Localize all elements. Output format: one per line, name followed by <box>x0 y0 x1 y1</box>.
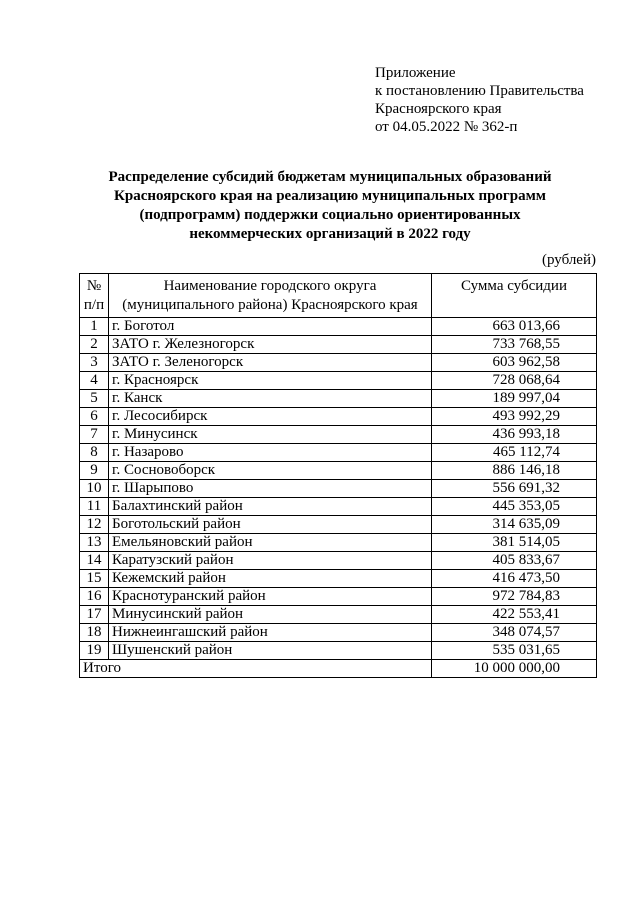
row-name: Балахтинский район <box>109 498 432 516</box>
row-sum: 886 146,18 <box>432 462 597 480</box>
row-number: 17 <box>80 606 109 624</box>
table-row <box>80 588 597 606</box>
row-name: г. Шарыпово <box>109 480 432 498</box>
row-number: 3 <box>80 354 109 372</box>
title-line-2: Красноярского края на реализацию муниципальных программ <box>113 188 547 204</box>
row-sum: 436 993,18 <box>432 426 597 444</box>
table-row <box>80 390 597 408</box>
unit-label: (рублей) <box>541 252 596 268</box>
row-sum: 381 514,05 <box>432 534 597 552</box>
row-sum: 189 997,04 <box>432 390 597 408</box>
header-name <box>109 274 432 318</box>
row-name: г. Сосновоборск <box>109 462 432 480</box>
row-sum: 405 833,67 <box>432 552 597 570</box>
header-number-line-2: п/п <box>83 297 105 313</box>
annex-line-2: к постановлению Правительства <box>375 83 584 99</box>
row-name: Краснотуранский район <box>109 588 432 606</box>
row-number: 11 <box>80 498 109 516</box>
row-number: 14 <box>80 552 109 570</box>
row-number: 1 <box>80 318 109 336</box>
row-name: г. Минусинск <box>109 426 432 444</box>
row-sum: 733 768,55 <box>432 336 597 354</box>
title-line-4: некоммерческих организаций в 2022 году <box>189 226 471 242</box>
table-row <box>80 498 597 516</box>
row-name: Каратузский район <box>109 552 432 570</box>
row-name: Боготольский район <box>109 516 432 534</box>
row-number: 16 <box>80 588 109 606</box>
table-header-row <box>80 274 597 318</box>
row-number: 10 <box>80 480 109 498</box>
table-row <box>80 606 597 624</box>
total-row <box>80 660 597 678</box>
row-sum: 422 553,41 <box>432 606 597 624</box>
table-row <box>80 462 597 480</box>
row-number: 4 <box>80 372 109 390</box>
title-line-1: Распределение субсидий бюджетам муниципальных образований <box>108 169 552 185</box>
document-title <box>100 168 560 244</box>
row-sum: 535 031,65 <box>432 642 597 660</box>
header-number <box>80 274 109 318</box>
row-sum: 416 473,50 <box>432 570 597 588</box>
table-row <box>80 444 597 462</box>
row-name: г. Лесосибирск <box>109 408 432 426</box>
row-sum: 556 691,32 <box>432 480 597 498</box>
row-number: 8 <box>80 444 109 462</box>
table-row <box>80 336 597 354</box>
row-sum: 348 074,57 <box>432 624 597 642</box>
table-row <box>80 480 597 498</box>
annex-line-1: Приложение <box>375 65 456 81</box>
row-sum: 728 068,64 <box>432 372 597 390</box>
row-number: 13 <box>80 534 109 552</box>
row-sum: 445 353,05 <box>432 498 597 516</box>
row-number: 19 <box>80 642 109 660</box>
row-number: 12 <box>80 516 109 534</box>
row-sum: 603 962,58 <box>432 354 597 372</box>
row-name: ЗАТО г. Железногорск <box>109 336 432 354</box>
row-name: Нижнеингашский район <box>109 624 432 642</box>
total-sum: 10 000 000,00 <box>432 660 597 678</box>
row-sum: 493 992,29 <box>432 408 597 426</box>
table-row <box>80 408 597 426</box>
row-number: 2 <box>80 336 109 354</box>
row-sum: 972 784,83 <box>432 588 597 606</box>
table-row <box>80 372 597 390</box>
row-name: ЗАТО г. Зеленогорск <box>109 354 432 372</box>
row-sum: 465 112,74 <box>432 444 597 462</box>
row-number: 6 <box>80 408 109 426</box>
row-number: 18 <box>80 624 109 642</box>
annex-line-4: от 04.05.2022 № 362-п <box>375 119 518 135</box>
title-line-3: (подпрограмм) поддержки социально ориентированных <box>139 207 521 223</box>
table-row <box>80 552 597 570</box>
row-name: Минусинский район <box>109 606 432 624</box>
table-row <box>80 516 597 534</box>
row-sum: 663 013,66 <box>432 318 597 336</box>
row-number: 9 <box>80 462 109 480</box>
row-name: г. Красноярск <box>109 372 432 390</box>
annex-line-3: Красноярского края <box>375 101 502 117</box>
header-sum: Сумма субсидии <box>432 274 597 318</box>
row-name: г. Боготол <box>109 318 432 336</box>
row-sum: 314 635,09 <box>432 516 597 534</box>
table-row <box>80 534 597 552</box>
table-row <box>80 642 597 660</box>
table-row <box>80 426 597 444</box>
table-row <box>80 354 597 372</box>
row-name: Шушенский район <box>109 642 432 660</box>
row-number: 7 <box>80 426 109 444</box>
row-name: г. Назарово <box>109 444 432 462</box>
row-name: г. Канск <box>109 390 432 408</box>
header-number-line-1: № <box>86 278 102 294</box>
row-name: Кежемский район <box>109 570 432 588</box>
header-name-line-1: Наименование городского округа <box>163 278 377 294</box>
subsidy-table <box>79 273 597 678</box>
table-row <box>80 624 597 642</box>
row-number: 5 <box>80 390 109 408</box>
row-number: 15 <box>80 570 109 588</box>
table-row <box>80 570 597 588</box>
table-row <box>80 318 597 336</box>
total-label: Итого <box>80 660 432 678</box>
row-name: Емельяновский район <box>109 534 432 552</box>
header-name-line-2: (муниципального района) Красноярского края <box>122 297 418 313</box>
annex-block <box>375 64 584 136</box>
